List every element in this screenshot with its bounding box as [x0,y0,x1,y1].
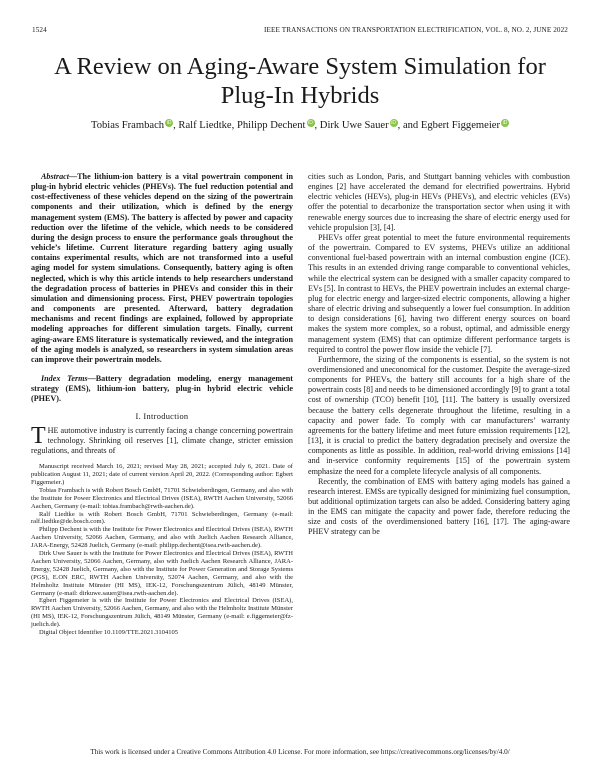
footnote: Tobias Frambach is with Robert Bosch GmbH, 71701 Schwieberdingen, Germany, and also with the Institute for Power Electronics and Electrical Drives (ISEA), RWTH Aachen University, 52066 Aachen, Germany (e-mail: tobias.frambach@rwth-aachen.de). [31,486,293,510]
footnote: Egbert Figgemeier is with the Institute for Power Electronics and Electrical Drives (ISEA), RWTH Aachen University, 52066 Aachen, Germany, and also with the Helmholtz Institute Münster (HI MS), IEK-12, Forschungszentrum Jülich, 48149 Münster, Germany (e-mail: e.figgemeier@fz-juelich.de). [31,597,293,629]
right-column [308,172,570,538]
footnotes [31,463,293,637]
footnote: Philipp Dechent is with the Institute for Power Electronics and Electrical Drives (ISEA), RWTH Aachen University, 52066 Aachen, Germany, and also with Juelich Aachen Research Alliance, JARA-Energy, 52428 Juelich, Germany (e-mail: philipp.dechent@isea.rwth-aachen.de). [31,526,293,550]
author-name: and Egbert Figgemeier [402,120,501,131]
index-terms-text: Battery degradation modeling, energy management strategy (EMS), lithium-ion battery, plug-in hybrid electric vehicle (PHEV). [31,373,293,404]
license-footer[interactable]: This work is licensed under a Creative Commons Attribution 4.0 License. For more information, see https://creativecommons.org/licenses/by/4.0/ [90,748,510,756]
drop-cap: T [31,422,46,449]
index-terms-lead: Index Terms— [41,373,96,383]
abstract-lead: Abstract— [41,172,78,181]
body-paragraph: cities such as London, Paris, and Stuttgart banning vehicles with combustion engines [2] have accelerated the demand for electrified powertrains. Hybrid electric vehicles (HEVs), plug-in HEVs (PHEVs), and electric vehicles (EVs) offer the potential to decarbonize the transportation sector when using it with renewable energy sources due to increasing the share of electric energy used for vehicle propulsion [3], [4]. [308,172,570,232]
body-paragraph: PHEVs offer great potential to meet the future environmental requirements of the powertrain. Compared to EV systems, PHEVs utilize an additional conventional fuel-based powertrain with an internal combustion engine (ICE). This results in an extended driving range comparable to conventional vehicles, while the electrical system can be designed with a smaller capacity compared to EVs [5]. In contrast to HEVs, the PHEV powertrain includes an external charge-plug for electric energy and larger-sized electric components, allowing a higher share of electric driving and subsequently a lower fuel consumption. In addition to design considerations [6], having two different energy sources on board makes the system more complex, so a robust, optimal, and admissible energy management system (EMS) that can optimize different performance targets is required to control the power flow inside the vehicle [7]. [308,232,570,354]
left-column [31,172,293,637]
author-name: Tobias Frambach [90,120,165,131]
section-heading: I. Introduction [135,412,189,422]
index-terms [31,374,293,404]
author-list: Tobias Frambach iD , Ralf Liedtke, Philipp Dechent iD , Dirk Uwe Sauer iD , and Egbert Figgemeier iD [90,120,508,131]
footnote: Ralf Liedtke is with Robert Bosch GmbH, 71701 Schwieberdingen, Germany (e-mail: ralf.liedtke@de.bosch.com). [31,510,293,526]
doi-footnote[interactable]: Digital Object Identifier 10.1109/TTE.2021.3104105 [39,629,179,637]
footnote: Dirk Uwe Sauer is with the Institute for Power Electronics and Electrical Drives (ISEA), RWTH Aachen University, 52066 Aachen, Germany, also with Juelich Aachen Research Alliance, JARA-Energy, 52428 Juelich, Germany, also with the Institute for Power Generation and Storage Systems (PGS), E.ON ERC, RWTH Aachen University, 52074 Aachen, Germany, and also with the Helmholtz Institute Münster (HI MS), IEK-12, Forschungszentrum Jülich, 48149 Münster, Germany (e-mail: dirkuwe.sauer@isea.rwth-aachen.de). [31,550,293,597]
author-name: Ralf Liedtke [178,120,232,131]
running-header [32,26,568,38]
author-name: Dirk Uwe Sauer [319,120,389,131]
orcid-icon[interactable]: iD [391,120,396,126]
paper-title: A Review on Aging-Aware System Simulation for Plug-In Hybrids [54,53,546,109]
orcid-icon[interactable]: iD [502,120,508,126]
page-number: 1524 [32,26,47,34]
abstract-text: The lithium-ion battery is a vital powertrain component in plug-in hybrid electric vehicles (PHEVs). The fuel reduction potential and cost-effectiveness of these vehicles depend on the sizing of the powertrain components and their utilization, which is defined by the energy management system (EMS). The battery is affected by power and capacity reduction over the lifetime of the vehicle, which needs to be considered during the design process to ensure the performance goals throughout the vehicle’s lifetime. Current literature regarding battery aging usually contains experimental results, which are not transformed into a useful aging model for system simulations. Consequently, battery aging is often neglected, which is why this article intends to help researchers understand the degradation process of batteries in PHEVs and consider this in their simulation and dimensioning process. First, PHEV powertrain topologies and components are presented. Afterward, battery degradation mechanisms and recent findings are explained, followed by appropriate modeling approaches for different simulation targets. Finally, current aging-aware EMS literature is systematically reviewed, and the integration of the aging models is analyzed, so researchers in system simulation areas can improve their powertrain models. [31,172,293,364]
orcid-icon[interactable]: iD [308,120,313,126]
footnote: Manuscript received March 16, 2021; revised May 28, 2021; accepted July 6, 2021. Date of publication August 11, 2021; date of current version April 20, 2022. (Corresponding author: Egbert Figgemeier.) [31,463,293,486]
journal-name: IEEE TRANSACTIONS ON TRANSPORTATION ELECTRIFICATION, VOL. 8, NO. 2, JUNE 2022 [264,26,568,34]
orcid-icon[interactable]: iD [166,120,172,126]
intro-paragraph [31,422,293,456]
abstract [31,172,293,365]
author-name: Philipp Dechent [236,120,306,131]
intro-text: HE automotive industry is currently facing a change concerning powertrain technology. Shrinking oil reserves [1], climate change, stricter emission regulations, and threats of [31,425,293,455]
body-paragraph: Furthermore, the sizing of the components is essential, so the system is not overdimensioned and uneconomical for the customer. Despite the average-sized components for PHEVs, the battery still accounts for a high share of the powertrain costs [8] and needs to be dimensioned accordingly [9] to grant a total cost of ownership (TCO) benefit [10], [11]. The battery is usually oversized because the battery cells degenerate throughout the lifetime, resulting in a capacity and power fade. To comply with car manufacturers’ warranty agreements for the battery lifetime and meet future emission requirements [12], [13], it is crucial to predict the battery degradation precisely and oversize the components as little as possible. In addition, real-world driving emissions [14] and in-service conformity requirements [15] of the powertrain system emphasize the need for a complete lifecycle analysis of all components. [308,354,570,476]
body-paragraph: Recently, the combination of EMS with battery aging models has gained a research interest. EMSs are typically designed for minimizing fuel consumption, but additional optimization targets can also be added. Considering battery aging in the EMS can mitigate the capacity and power fade, therefore reducing the size and costs of the overdimensioned battery [16], [17]. The aging-aware PHEV strategy can be [308,476,570,537]
